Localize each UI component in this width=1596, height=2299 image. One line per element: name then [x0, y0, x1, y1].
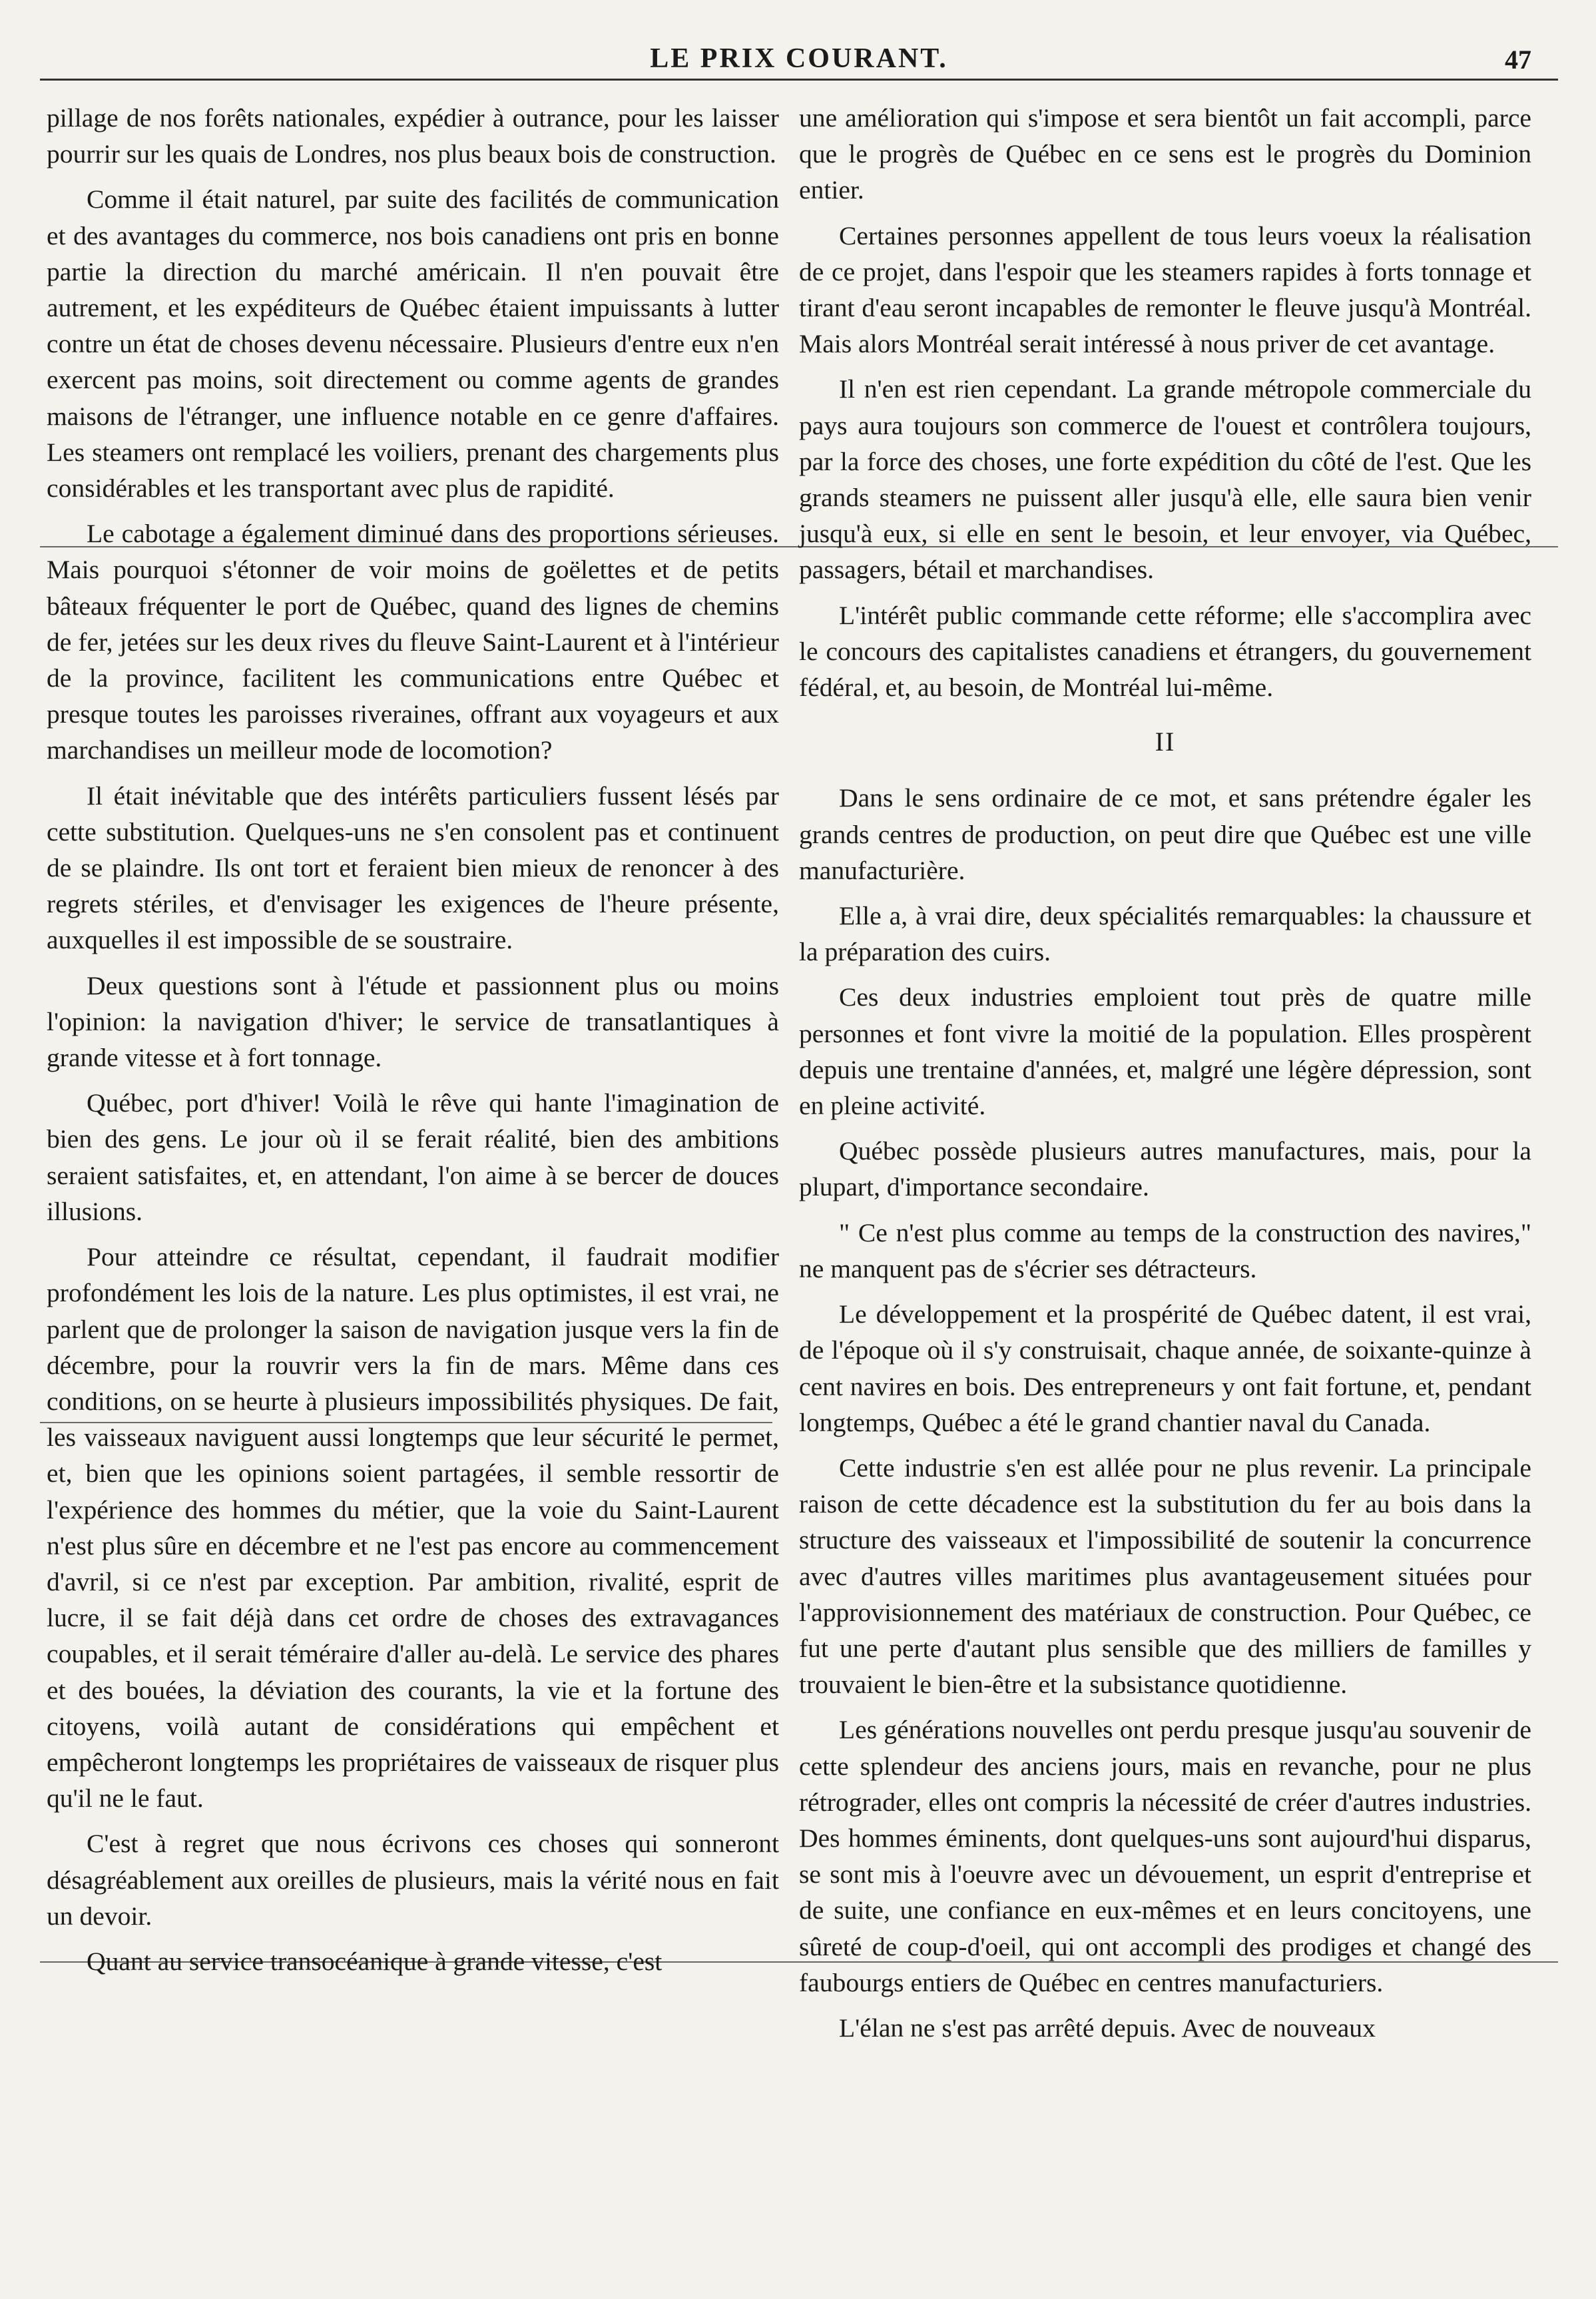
paragraph: Certaines personnes appellent de tous leurs voeux la réalisation de ce projet, dans l'espoir que les steamers rapides à forts tonnage et tirant d'eau seront incapables de remonter le fleuve jusqu'à Montréal. Mais alors Montréal serait intéressé à nous priver de cet avantage.: [799, 220, 1531, 359]
paragraph: Cette industrie s'en est allée pour ne plus revenir. La principale raison de cette décadence est la substitution du fer au bois dans la structure des vaisseaux et l'impossibilité de soutenir la concurrence avec d'autres villes maritimes plus avantageusement situées pour l'approvisionnement des matériaux de construction. Pour Québec, ce fut une perte d'autant plus sensible que des milliers de familles y trouvaient le bien-être et la subsistance quotidienne.: [799, 1453, 1531, 1700]
masthead-title: LE PRIX COURANT.: [650, 43, 948, 74]
paragraph: Il n'en est rien cependant. La grande métropole commerciale du pays aura toujours son commerce de l'ouest et contrôlera toujours, par la force des choses, une forte expédition du côté de l'est. Que les grands steamers ne puissent aller jusqu'à elle, elle saura bien venir jusqu'à eux, si elle en sent le besoin, et leur envoyer, via Québec, passagers, bétail et marchandises.: [799, 374, 1531, 585]
paragraph: " Ce n'est plus comme au temps de la construction des navires," ne manquent pas de s'écrier ses détracteurs.: [799, 1217, 1531, 1283]
paragraph: Pour atteindre ce résultat, cependant, il faudrait modifier profondément les lois de la nature. Les plus optimistes, il est vrai, ne parlent que de prolonger la saison de navigation jusque vers la fin de décembre, pour la rouvrir vers la fin de mars. Même dans ces conditions, on se heurte à plusieurs impossibilités physiques. De fait, les vaisseaux naviguent aussi longtemps que leur sécurité le permet, et, bien que les opinions soient partagées, il semble ressortir de l'expérience des hommes du métier, que la voie du Saint-Laurent n'est plus sûre en décembre et ne l'est pas encore au commencement d'avril, si ce n'est par exception. Par ambition, rivalité, esprit de lucre, il se fait déjà dans cet ordre de choses des extravagances coupables, et il serait téméraire d'aller au-delà. Le service des phares et des bouées, la déviation des courants, la vie et la fortune des citoyens, voilà autant de considérations qui empêchent et empêcheront longtemps les propriétaires de vaisseaux de risquer plus qu'il ne le faut.: [47, 1242, 779, 1813]
paragraph: Quant au service transocéanique à grande vitesse, c'est: [87, 1946, 663, 1976]
paragraph: Québec possède plusieurs autres manufactures, mais, pour la plupart, d'importance secondaire.: [799, 1136, 1531, 1202]
page-number: 47: [1505, 45, 1531, 75]
paragraph: Il était inévitable que des intérêts particuliers fussent lésés par cette substitution. Quelques-uns ne s'en consolent pas et continuent de se plaindre. Ils ont tort et feraient bien mieux de renoncer à des regrets stériles, et d'envisager les exigences de l'heure présente, auxquelles il est impossible de se soustraire.: [47, 781, 779, 955]
page-header: [40, 39, 1558, 81]
paragraph: L'intérêt public commande cette réforme; elle s'accomplira avec le concours des capitalistes canadiens et étrangers, du gouvernement fédéral, et, au besoin, de Montréal lui-même.: [799, 600, 1531, 703]
paragraph: Québec, port d'hiver! Voilà le rêve qui hante l'imagination de bien des gens. Le jour où il se ferait réalité, bien des ambitions seraient satisfaites, et, en attendant, l'on aime à se bercer de douces illusions.: [47, 1088, 779, 1226]
paragraph: pillage de nos forêts nationales, expédier à outrance, pour les laisser pourrir sur les quais de Londres, nos plus beaux bois de construction.: [47, 103, 779, 169]
paragraph: Les générations nouvelles ont perdu presque jusqu'au souvenir de cette splendeur des anciens jours, mais en revanche, pour ne plus rétrograder, elles ont compris la nécessité de créer d'autres industries. Des hommes éminents, dont quelques-uns sont aujourd'hui disparus, se sont mis à l'oeuvre avec un dévouement, un esprit d'entreprise et de suite, une confiance en eux-mêmes et en leurs concitoyens, une sûreté de coup-d'oeil, qui ont accompli des prodiges et changé des faubourgs entiers de Québec en centres manufacturiers.: [799, 1715, 1531, 1997]
right-column: [799, 100, 1531, 2055]
paragraph: Le cabotage a également diminué dans des proportions sérieuses. Mais pourquoi s'étonner de voir moins de goëlettes et de petits bâteaux fréquenter le port de Québec, quand des lignes de chemins de fer, jetées sur les deux rives du fleuve Saint-Laurent et à l'intérieur de la province, facilitent les communications entre Québec et presque toutes les paroisses riveraines, offrant aux voyageurs et aux marchandises un meilleur mode de locomotion?: [47, 519, 779, 765]
paragraph: Dans le sens ordinaire de ce mot, et sans prétendre égaler les grands centres de production, on peut dire que Québec est une ville manufacturière.: [799, 783, 1531, 885]
paragraph: Elle a, à vrai dire, deux spécialités remarquables: la chaussure et la préparation des cuirs.: [799, 901, 1531, 967]
paragraph: Le développement et la prospérité de Québec datent, il est vrai, de l'époque où il s'y construisait, chaque année, de soixante-quinze à cent navires en bois. Des entrepreneurs y ont fait fortune, et, pendant longtemps, Québec a été le grand chantier naval du Canada.: [799, 1299, 1531, 1437]
paragraph: L'élan ne s'est pas arrêté depuis. Avec de nouveaux: [839, 2013, 1376, 2043]
paragraph: C'est à regret que nous écrivons ces choses qui sonneront désagréablement aux oreilles de plusieurs, mais la vérité nous en fait un devoir.: [47, 1829, 779, 1931]
paragraph: Ces deux industries emploient tout près de quatre mille personnes et font vivre la moitié de la population. Elles prospèrent depuis une trentaine d'années, et, malgré une légère dépression, sont en pleine activité.: [799, 982, 1531, 1121]
section-heading: II: [1155, 727, 1176, 757]
paragraph: Comme il était naturel, par suite des facilités de communication et des avantages du commerce, nos bois canadiens ont pris en bonne partie la direction du marché américain. Il n'en pouvait être autrement, et les expéditeurs de Québec étaient impuissants à lutter contre un état de choses devenu nécessaire. Plusieurs d'entre eux n'en exercent pas moins, soit directement ou comme agents de grandes maisons de l'étranger, une influence notable en ce genre d'affaires. Les steamers ont remplacé les voiliers, prenant des chargements plus considérables et les transportant avec plus de rapidité.: [47, 184, 779, 503]
paragraph: une amélioration qui s'impose et sera bientôt un fait accompli, parce que le progrès de Québec en ce sens est le progrès du Dominion entier.: [799, 103, 1531, 205]
left-column: [47, 100, 779, 1989]
paragraph: Deux questions sont à l'étude et passionnent plus ou moins l'opinion: la navigation d'hiver; le service de transatlantiques à grande vitesse et à fort tonnage.: [47, 970, 779, 1073]
